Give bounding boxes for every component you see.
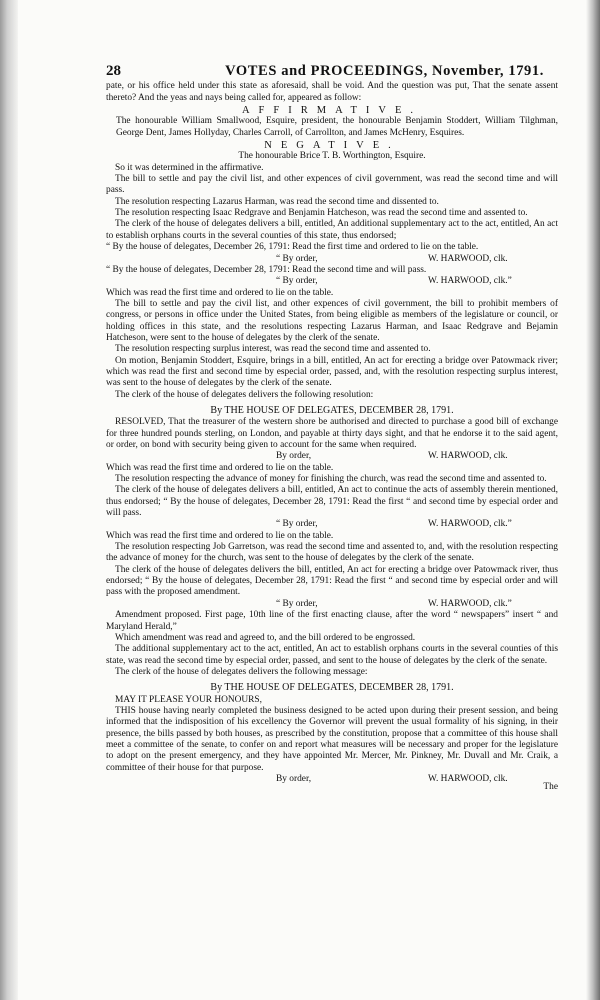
- paragraph: The resolution respecting Lazarus Harman, was read the second time and dissented to.: [115, 196, 439, 207]
- signature-order: “ By order,: [276, 253, 318, 264]
- page-left-edge: [0, 0, 18, 1000]
- negative-names: The honourable Brice T. B. Worthington, Esquire.: [238, 151, 426, 162]
- paragraph: The clerk of the house of delegates delivers a bill, entitled, An additional supplementary act to the act, entitled, An act to establish orphans courts in the several counties of this state, thus endorsed;: [106, 219, 558, 241]
- signature-line: [106, 451, 558, 462]
- signature-line: [106, 254, 558, 265]
- paragraph: The bill to settle and pay the civil list, and other expences of civil government, was read the second time and will pass.: [106, 174, 558, 196]
- signature-order: “ By order,: [276, 276, 318, 287]
- paragraph: pate, or his office held under this state as aforesaid, shall be void. And the question was put, That the senate assent thereto? And the yeas and nays being called for, appeared as follow:: [106, 81, 558, 103]
- signature-line: [106, 519, 558, 530]
- page-right-edge: [586, 0, 600, 1000]
- house-heading: By THE HOUSE OF DELEGATES, DECEMBER 28, 1791.: [210, 404, 454, 416]
- paragraph: The clerk of the house of delegates delivers the following message:: [115, 666, 368, 677]
- paragraph: Which was read the first time and ordered to lie on the table.: [106, 462, 334, 473]
- paragraph: The resolution respecting Isaac Redgrave and Benjamin Hatcheson, was read the second time and assented to.: [115, 208, 528, 219]
- endorsement-line: “ By the house of delegates, December 28, 1791: Read the second time and will pass.: [106, 264, 427, 275]
- signature-order: By order,: [276, 451, 312, 462]
- paragraph: The clerk of the house of delegates delivers the following resolution:: [115, 389, 374, 400]
- paragraph: The resolution respecting surplus interest, was read the second time and assented to.: [115, 344, 431, 355]
- affirmative-heading: AFFIRMATIVE.: [241, 105, 423, 117]
- paragraph: So it was determined in the affirmative.: [115, 162, 264, 173]
- running-header: [106, 63, 558, 79]
- signature-line: [106, 599, 558, 610]
- paragraph: The clerk of the house of delegates delivers a bill, entitled, An act to continue the acts of assembly therein mentioned, thus endorsed; “ By the house of delegates, December 28, 1791: Read the first “ and second time by especial order and will pass.: [106, 485, 558, 519]
- signature-name: W. HARWOOD, clk.”: [428, 598, 512, 609]
- message-paragraph: THIS house having nearly completed the business designed to be acted upon during their present session, and being informed that the indisposition of his excellency the Governor will prevent the usual formality of his signing, in their presence, the bills passed by both houses, as prescribed by the constitution, propose that a committee of this house shall meet a committee of the senate, to confer on and report what measures will be necessary and proper for the legislature to adopt on the present emergency, and they have appointed Mr. Mercer, Mr. Pinkney, Mr. Duvall and Mr. Craik, a committee of their house for that purpose.: [106, 705, 558, 773]
- paragraph: The clerk of the house of delegates delivers the bill, entitled, An act for erecting a bridge over Patowmack river, thus endorsed; “ By the house of delegates, December 28, 1791: Read the first “ and second time by especial order and will pass with the proposed amendment.: [106, 564, 558, 598]
- house-heading: By THE HOUSE OF DELEGATES, DECEMBER 28, 1791.: [210, 682, 454, 694]
- running-title: VOTES and PROCEEDINGS, November, 1791.: [225, 63, 544, 79]
- signature-name: W. HARWOOD, clk.: [428, 253, 508, 264]
- paragraph: Amendment proposed. First page, 10th line of the first enacting clause, after the word “ newspapers” insert “ and Maryland Herald,”: [106, 610, 558, 632]
- signature-name: W. HARWOOD, clk.”: [428, 519, 512, 530]
- signature-name: W. HARWOOD, clk.: [428, 773, 508, 784]
- endorsement-line: “ By the house of delegates, December 26, 1791: Read the first time and ordered to lie on the table.: [106, 242, 479, 253]
- page-number: 28: [106, 63, 121, 79]
- signature-line: [106, 276, 558, 287]
- signature-name: W. HARWOOD, clk.”: [428, 276, 512, 287]
- page-content: [106, 63, 558, 794]
- signature-name: W. HARWOOD, clk.: [428, 451, 508, 462]
- paragraph: The additional supplementary act to the act, entitled, An act to establish orphans courts in the several counties of this state, was read the second time by especial order, passed, and sent to the house of delegates by the clerk of the senate.: [106, 644, 558, 666]
- salutation: MAY IT PLEASE YOUR HONOURS,: [115, 694, 262, 705]
- resolution-paragraph: RESOLVED, That the treasurer of the western shore be authorised and directed to purchase a good bill of exchange for three hundred pounds sterling, on London, and payable at thirty days sight, and that he endorse it to the said agent, or order, on bond with security being given to account for the same when required.: [106, 417, 558, 450]
- paragraph: Which was read the first time and ordered to lie on the table.: [106, 530, 334, 541]
- signature-order: “ By order,: [276, 519, 318, 530]
- paragraph: Which amendment was read and agreed to, and the bill ordered to be engrossed.: [115, 632, 416, 643]
- signature-order: By order,: [276, 773, 312, 784]
- catchword: The: [543, 782, 558, 793]
- paragraph: Which was read the first time and ordered to lie on the table.: [106, 287, 334, 298]
- paragraph: The bill to settle and pay the civil list, and other expences of civil government, the bill to prohibit members of congress, or persons in office under the United States, from being eligible as members of the legislature or council, or holding offices in this state, and the resolutions respecting Lazarus Harman, and Isaac Redgrave and Bejamin Hatcheson, were sent to the house of delegates by the clerk of the senate.: [106, 298, 558, 343]
- affirmative-names: The honourable William Smallwood, Esquire, president, the honourable Benjamin Stoddert, William Tilghman, George Dent, James Hollyday, Charles Carroll, of Carrollton, and James McHenry, Esquires.: [116, 116, 558, 138]
- signature-order: “ By order,: [276, 598, 318, 609]
- paragraph: The resolution respecting Job Garretson, was read the second time and assented to, and, with the resolution respecting the advance of money for the church, was sent to the house of delegates by the clerk of the senate.: [106, 542, 558, 564]
- negative-heading: NEGATIVE.: [264, 140, 400, 152]
- paragraph: The resolution respecting the advance of money for finishing the church, was read the second time and assented to.: [115, 474, 547, 485]
- paragraph: On motion, Benjamin Stoddert, Esquire, brings in a bill, entitled, An act for erecting a bridge over Patowmack river; which was read the first and second time by especial order, passed, and, with the resolution respecting surplus interest, was sent to the house of delegates by the clerk of the senate.: [106, 355, 558, 389]
